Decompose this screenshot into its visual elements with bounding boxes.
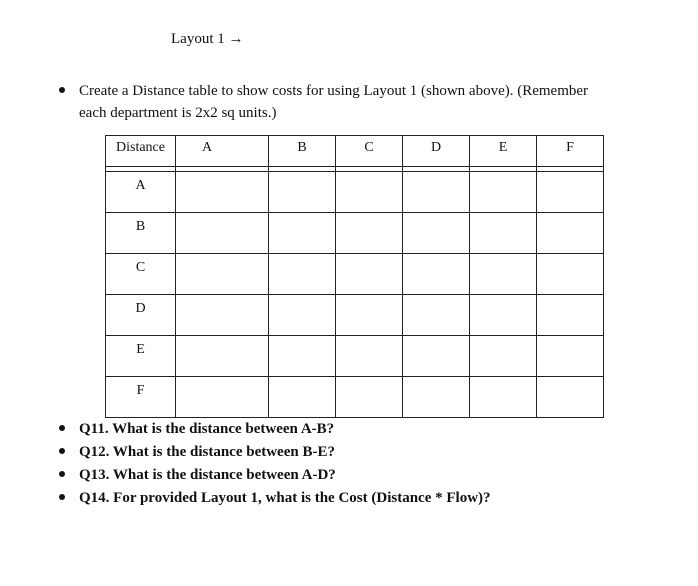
table-cell xyxy=(269,295,336,336)
bullet-instruction xyxy=(59,87,65,93)
distance-table xyxy=(105,135,604,418)
table-cell xyxy=(336,213,403,254)
col-header-a: A xyxy=(176,136,269,167)
question-q13: Q13. What is the distance between A-D? xyxy=(79,467,336,483)
table-cell xyxy=(537,295,604,336)
table-cell xyxy=(336,336,403,377)
table-cell xyxy=(537,213,604,254)
table-cell xyxy=(336,254,403,295)
row-header-f: F xyxy=(106,377,176,418)
question-q11: Q11. What is the distance between A-B? xyxy=(79,421,335,437)
row-header-d: D xyxy=(106,295,176,336)
table-row xyxy=(106,254,604,295)
row-header-c: C xyxy=(106,254,176,295)
table-row xyxy=(106,295,604,336)
table-cell xyxy=(470,295,537,336)
row-header-a: A xyxy=(106,172,176,213)
table-header-row xyxy=(106,136,604,167)
col-header-b: B xyxy=(269,136,336,167)
table-cell xyxy=(269,377,336,418)
bullet-q13 xyxy=(59,471,65,477)
table-row xyxy=(106,213,604,254)
table-cell xyxy=(470,336,537,377)
instruction-text xyxy=(79,80,679,124)
table-cell xyxy=(176,336,269,377)
table-cell xyxy=(269,213,336,254)
table-cell xyxy=(336,295,403,336)
table-row xyxy=(106,336,604,377)
table-cell xyxy=(269,254,336,295)
table-cell xyxy=(470,254,537,295)
table-cell xyxy=(537,336,604,377)
table-cell xyxy=(336,172,403,213)
table-cell xyxy=(403,172,470,213)
table-row xyxy=(106,377,604,418)
table-cell xyxy=(537,377,604,418)
col-header-d: D xyxy=(403,136,470,167)
question-q14: Q14. For provided Layout 1, what is the Cost (Distance * Flow)? xyxy=(79,490,491,506)
table-cell xyxy=(470,172,537,213)
table-cell xyxy=(403,336,470,377)
table-cell xyxy=(470,213,537,254)
table-cell xyxy=(269,172,336,213)
table-cell xyxy=(537,172,604,213)
instruction-line-1: Create a Distance table to show costs for using Layout 1 (shown above). (Remember xyxy=(79,83,589,99)
col-header-c: C xyxy=(336,136,403,167)
table-cell xyxy=(176,254,269,295)
bullet-q11 xyxy=(59,425,65,431)
bullet-q14 xyxy=(59,494,65,500)
table-cell xyxy=(176,295,269,336)
table-cell xyxy=(336,377,403,418)
col-header-f: F xyxy=(537,136,604,167)
table-cell xyxy=(403,254,470,295)
table-cell xyxy=(176,213,269,254)
corner-label: Distance xyxy=(106,136,176,167)
question-q12: Q12. What is the distance between B-E? xyxy=(79,444,335,460)
row-header-e: E xyxy=(106,336,176,377)
table-cell xyxy=(403,377,470,418)
col-header-e: E xyxy=(470,136,537,167)
row-header-b: B xyxy=(106,213,176,254)
table-cell xyxy=(403,295,470,336)
table-cell xyxy=(269,336,336,377)
layout-title: Layout 1 → xyxy=(171,31,244,47)
table-cell xyxy=(403,213,470,254)
table-cell xyxy=(470,377,537,418)
bullet-q12 xyxy=(59,448,65,454)
table-cell xyxy=(176,172,269,213)
table-cell xyxy=(176,377,269,418)
question-list xyxy=(79,418,491,510)
table-cell xyxy=(537,254,604,295)
table-row xyxy=(106,172,604,213)
instruction-line-2: each department is 2x2 sq units.) xyxy=(79,105,277,121)
